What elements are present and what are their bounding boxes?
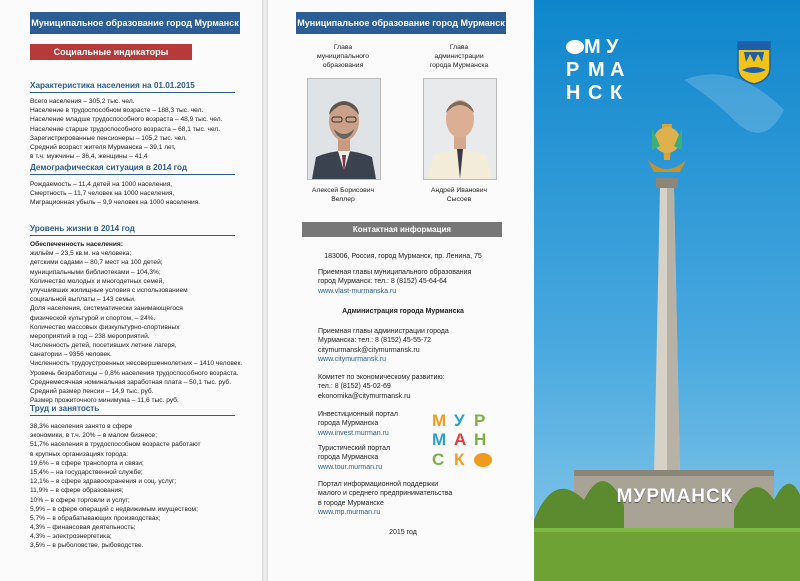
section-living-standard-title: Уровень жизни в 2014 год <box>30 224 135 233</box>
logo-letter: Н <box>474 430 487 449</box>
email-link[interactable]: citymurmansk@citymurmansk.ru <box>318 346 420 354</box>
section-divider <box>30 174 235 175</box>
monument-label: МУРМАНСК <box>616 486 734 507</box>
list-item: Смертность – 11,7 человек на 1000 населения, <box>30 190 175 198</box>
living-standard-list <box>30 240 242 405</box>
contact-line: тел.: 8 (8152) 45-02-69 <box>318 383 391 391</box>
invest-link[interactable]: www.invest.murman.ru <box>318 429 389 437</box>
contact-block-economy <box>318 373 445 401</box>
contact-block-municipality <box>318 268 471 296</box>
list-item: жильём – 23,5 кв.м. на человека; <box>30 250 132 258</box>
name-line: Андрей Иванович <box>430 187 488 194</box>
list-item: Рождаемость – 11,4 детей на 1000 населения, <box>30 181 173 188</box>
fish-icon <box>566 40 584 54</box>
coat-of-arms-icon <box>736 40 772 86</box>
list-item: 19,6% – в сфере транспорта и связи; <box>30 459 144 467</box>
list-item: улучшивших жилищные условия с использованием <box>30 286 188 294</box>
contact-block-administration <box>318 327 449 364</box>
panel-cover <box>534 0 800 581</box>
contacts-banner: Контактная информация <box>302 222 502 237</box>
list-item: Доля населения, систематически занимающегося <box>30 305 183 313</box>
logo-letter: Р <box>566 59 580 81</box>
list-item: в т.ч. мужчины – 36,4, женщины – 41,4 <box>30 153 148 161</box>
contact-line: города Мурманска <box>318 454 379 462</box>
list-item: 15,4% – на государственной службе; <box>30 468 143 476</box>
list-item: 4,3% – финансовая деятельность; <box>30 524 136 532</box>
list-item: 51,7% населения в трудоспособном возрасте работают <box>30 441 201 449</box>
logo-letter: С <box>432 449 445 469</box>
list-subtitle: Обеспеченность населения: <box>30 241 123 248</box>
contact-line: Инвестиционный портал <box>318 411 399 418</box>
list-item: мероприятий в год – 238 мероприятий. <box>30 332 150 340</box>
logo-letter: М <box>588 59 605 81</box>
logo-row <box>432 450 506 469</box>
list-item: Население в трудоспособном возрасте – 188,3 тыс. чел. <box>30 107 204 115</box>
list-item: 38,3% населения занято в сфере <box>30 423 133 430</box>
contact-line: Приемная главы муниципального образования <box>318 269 472 276</box>
role-line: администрации <box>434 53 484 60</box>
person1-name <box>298 186 388 204</box>
list-item: детскими садами – 80,7 мест на 100 детей; <box>30 259 163 267</box>
person1-role <box>298 43 388 70</box>
list-item: 3,5% – в рыболовстве, рыбоводстве. <box>30 542 144 550</box>
logo-letter: Н <box>566 82 581 104</box>
list-item: санатории – 9356 человек. <box>30 351 112 359</box>
list-item: экономики, в т.ч. 20% – в малом бизнесе; <box>30 432 157 440</box>
murmansk-logo-white <box>566 36 646 105</box>
section-divider <box>30 415 235 416</box>
list-item: Всего населения – 305,2 тыс. чел. <box>30 98 135 105</box>
list-item: Зарегистрированные пенсионеры – 105,2 тыс. чел. <box>30 134 187 142</box>
logo-letter: М <box>432 430 447 449</box>
contact-line: малого и среднего предпринимательства <box>318 490 453 498</box>
logo-row <box>566 82 646 105</box>
panel-contacts <box>268 0 534 581</box>
tour-link[interactable]: www.tour.murman.ru <box>318 463 383 471</box>
demography-list <box>30 180 200 208</box>
name-line: Сысоев <box>446 196 472 203</box>
vlast-link[interactable]: www.vlast-murmanska.ru <box>318 287 397 295</box>
logo-letter: К <box>454 449 465 469</box>
list-item: 11,9% – в сфере образования; <box>30 487 124 495</box>
logo-letter: К <box>610 82 623 104</box>
email-link[interactable]: ekonomika@citymurmansk.ru <box>318 392 411 400</box>
logo-row <box>432 431 506 450</box>
section-divider <box>30 92 235 93</box>
list-item: Население младше трудоспособного возраста – 48,9 тыс. чел. <box>30 116 223 124</box>
list-item: 5,9% – в сфере операций с недвижимым имуществом; <box>30 505 198 513</box>
name-line: Веллер <box>331 196 355 203</box>
role-line: города Мурманска <box>429 62 489 69</box>
header-municipality: Муниципальное образование город Мурманск <box>296 12 506 34</box>
list-item: муниципальными библиотеками – 104,3%; <box>30 268 161 276</box>
contact-line: город Мурманск: тел.: 8 (8152) 45-64-64 <box>318 278 447 286</box>
section-labour-title: Труд и занятость <box>30 404 100 413</box>
list-item: 10% – в сфере торговли и услуг; <box>30 496 130 504</box>
list-item: 12,1% – в сфере здравоохранения и соц. услуг; <box>30 478 177 486</box>
header-municipality: Муниципальное образование город Мурманск <box>30 12 240 34</box>
section-demography-title: Демографическая ситуация в 2014 год <box>30 163 188 172</box>
list-item: Средний возраст жителя Мурманска – 39,1 лет, <box>30 143 176 151</box>
list-item: в крупных организациях города: <box>30 450 129 458</box>
list-item: социальной выплаты – 143 семьи. <box>30 296 136 304</box>
person2-role <box>414 43 504 70</box>
list-item: Численность трудоустроенных несовершеннолетних – 1410 человек. <box>30 360 243 368</box>
list-item: физической культурой и спортом, – 24%. <box>30 314 156 322</box>
contact-block-mp <box>318 480 452 517</box>
list-item: Уровень безработицы – 0,8% населения трудоспособного возраста. <box>30 369 239 377</box>
contact-block-tour <box>318 444 390 472</box>
logo-letter: У <box>606 36 619 58</box>
list-item: 5,7% – в обрабатывающих производствах; <box>30 514 161 522</box>
logo-letter: У <box>454 411 465 430</box>
contact-line: Портал информационной поддержки <box>318 481 439 488</box>
list-item: Среднемесячная номинальная заработная плата – 50,1 тыс. руб. <box>30 378 232 386</box>
role-line: Глава <box>449 44 469 51</box>
list-item: Миграционная убыль – 9,9 человек на 1000 населения. <box>30 199 201 207</box>
contact-line: Приемная главы администрации города <box>318 328 449 335</box>
murmansk-logo-colored <box>432 412 506 470</box>
list-item: Количество массовых физкультурно-спортивных <box>30 323 180 331</box>
logo-letter: М <box>584 36 601 58</box>
logo-letter: А <box>454 430 467 449</box>
section-divider <box>30 235 235 236</box>
citymurmansk-link[interactable]: www.citymurmansk.ru <box>318 355 387 363</box>
logo-letter: С <box>588 82 603 104</box>
logo-row <box>432 412 506 431</box>
contact-line: Мурманска: тел.: 8 (8152) 45-55-72 <box>318 337 432 345</box>
contact-line: Комитет по экономическому развитию: <box>318 374 445 381</box>
person2-name <box>414 186 504 204</box>
contact-line: города Мурманска <box>318 420 379 428</box>
year-text: 2015 год <box>389 529 417 536</box>
mp-link[interactable]: www.mp.murman.ru <box>318 508 381 516</box>
person1-photo <box>307 78 381 180</box>
list-item: Население старше трудоспособного возраста – 68,1 тыс. чел. <box>30 125 221 133</box>
section-population-title: Характеристика населения на 01.01.2015 <box>30 81 195 90</box>
list-item: Количество молодых и многодетных семей, <box>30 277 165 285</box>
contact-block-invest <box>318 410 398 438</box>
role-line: муниципального <box>317 53 369 60</box>
logo-letter: Р <box>474 411 486 430</box>
name-line: Алексей Борисович <box>311 187 375 194</box>
population-list <box>30 97 222 161</box>
person2-photo <box>423 78 497 180</box>
social-indicators-banner: Социальные индикаторы <box>30 44 192 60</box>
list-item: Размер прожиточного минимума – 11,6 тыс. руб. <box>30 397 179 405</box>
logo-row <box>566 36 646 59</box>
administration-title: Администрация города Мурманска <box>342 308 464 315</box>
list-item: Средний размер пенсии – 14,9 тыс. руб. <box>30 388 154 395</box>
contact-line: Туристический портал <box>318 445 391 452</box>
list-item: Численность детей, посетивших летние лагеря, <box>30 342 177 350</box>
role-line: образования <box>322 62 364 69</box>
address-text: 183006, Россия, город Мурманск, пр. Ленина, 75 <box>324 253 482 260</box>
fish-icon <box>474 453 492 467</box>
labour-list <box>30 422 201 551</box>
contact-line: в городе Мурманске <box>318 499 384 507</box>
logo-row <box>566 59 646 82</box>
list-item: 4,3% – электроэнергетика; <box>30 533 112 541</box>
logo-letter: А <box>610 59 625 81</box>
role-line: Глава <box>333 44 353 51</box>
panel-social-indicators <box>0 0 262 581</box>
logo-letter: М <box>432 411 447 430</box>
